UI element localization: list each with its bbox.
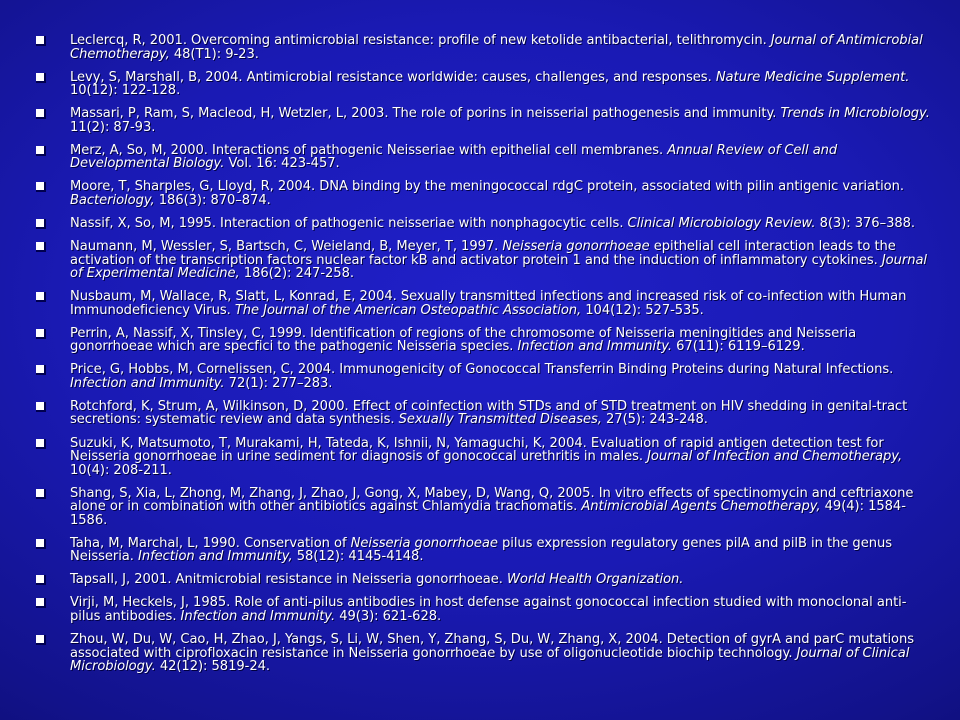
reference-details: 10(4): 208-211.	[70, 462, 172, 478]
reference-source: Infection and Immunity,	[138, 549, 293, 565]
reference-details: 42(12): 5819-24.	[155, 659, 270, 674]
square-bullet-icon	[36, 402, 46, 412]
reference-item	[36, 240, 936, 281]
reference-source: Neisseria gonorrhoeae	[350, 535, 498, 551]
reference-item	[36, 400, 936, 427]
reference-text: Virji, M, Heckels, J, 1985. Role of anti-pilus antibodies in host defense against gonococcal infection studied with monoclonal anti-pilus antibodies.	[70, 595, 907, 624]
reference-item	[36, 217, 936, 231]
reference-item	[36, 107, 936, 134]
reference-text: Shang, S, Xia, L, Zhong, M, Zhang, J, Zhao, J, Gong, X, Mabey, D, Wang, Q, 2005. In vitro effects of spectinomycin and ceftriaxone alone or in combination with other antibiotics against Chlamydia trachomatis.	[70, 485, 914, 515]
square-bullet-icon	[36, 598, 46, 608]
square-bullet-icon	[36, 242, 46, 252]
reference-source: Journal of Infection and Chemotherapy,	[647, 449, 903, 465]
reference-text: Leclercq, R, 2001. Overcoming antimicrobial resistance: profile of new ketolide antibacterial, telithromycin.	[70, 33, 771, 48]
reference-text: Price, G, Hobbs, M, Cornelissen, C, 2004. Immunogenicity of Gonococcal Transferrin Binding Proteins during Natural Infections.	[70, 362, 894, 378]
reference-source: Neisseria gonorrhoeae	[502, 239, 650, 255]
square-bullet-icon	[36, 73, 46, 83]
reference-source: The Journal of the American Osteopathic Association,	[234, 302, 582, 318]
reference-text: Nusbaum, M, Wallace, R, Slatt, L, Konrad, E, 2004. Sexually transmitted infections and increased risk of co-infection with Human Immunodeficiency Virus.	[70, 289, 907, 318]
reference-details: 8(3): 376–388.	[815, 215, 916, 231]
square-bullet-icon	[36, 219, 46, 229]
reference-item	[36, 537, 936, 564]
square-bullet-icon	[36, 539, 46, 549]
reference-text: Massari, P, Ram, S, Macleod, H, Wetzler, L, 2003. The role of porins in neisserial pathogenesis and immunity.	[70, 106, 781, 122]
reference-text: Rotchford, K, Strum, A, Wilkinson, D, 2000. Effect of coinfection with STDs and of STD treatment on HIV shedding in genital-tract secretions: systematic review and data synthesis.	[70, 398, 908, 428]
reference-source: Infection and Immunity.	[70, 375, 225, 391]
reference-text: Perrin, A, Nassif, X, Tinsley, C, 1999. Identification of regions of the chromosome of Neisseria meningitides and Neisseria gonorrhoeae which are specfici to the pathogenic Neisseria species.	[70, 325, 857, 355]
reference-text: Taha, M, Marchal, L, 1990. Conservation of	[70, 535, 351, 551]
reference-item	[36, 327, 936, 354]
reference-details: 48(T1): 9-23.	[169, 46, 259, 62]
reference-item	[36, 363, 936, 390]
reference-source: Antimicrobial Agents Chemotherapy,	[581, 499, 821, 515]
reference-details: 186(2): 247-258.	[239, 266, 354, 282]
square-bullet-icon	[36, 575, 46, 585]
square-bullet-icon	[36, 146, 46, 156]
reference-source: Bacteriology,	[70, 192, 155, 208]
reference-source: Infection and Immunity.	[180, 608, 336, 624]
square-bullet-icon	[36, 365, 46, 375]
square-bullet-icon	[36, 182, 46, 192]
reference-details: 186(3): 870–874.	[154, 192, 271, 208]
reference-details: 58(12): 4145-4148.	[292, 549, 424, 565]
reference-item	[36, 290, 936, 317]
reference-source: Journal of Experimental Medicine,	[70, 252, 928, 282]
square-bullet-icon	[36, 635, 46, 645]
square-bullet-icon	[36, 36, 46, 46]
square-bullet-icon	[36, 292, 46, 302]
square-bullet-icon	[36, 489, 46, 499]
reference-details: 104(12): 527-535.	[581, 302, 704, 318]
reference-text: Zhou, W, Du, W, Cao, H, Zhao, J, Yangs, S, Li, W, Shen, Y, Zhang, S, Du, W, Zhang, X, 2004. Detection of gyrA and parC mutations associated with ciprofloxacin resistance in Neisseria gonorrhoeae by use of oligonucleotide biochip technology.	[70, 632, 915, 661]
reference-text: Tapsall, J, 2001. Anitmicrobial resistance in Neisseria gonorrhoeae.	[70, 572, 507, 588]
reference-source: Nature Medicine Supplement.	[715, 69, 910, 85]
square-bullet-icon	[36, 439, 46, 449]
reference-details: 11(2): 87-93.	[70, 119, 156, 135]
reference-text: Merz, A, So, M, 2000. Interactions of pathogenic Neisseriae with epithelial cell membranes.	[70, 142, 668, 158]
reference-details: 10(12): 122-128.	[70, 83, 181, 99]
reference-source: Clinical Microbiology Review.	[627, 215, 816, 231]
reference-source: Trends in Microbiology.	[780, 106, 930, 122]
reference-text: Moore, T, Sharples, G, Lloyd, R, 2004. DNA binding by the meningococcal rdgC protein, associated with pilin antigenic variation.	[70, 179, 904, 195]
reference-source: World Health Organization.	[507, 572, 684, 588]
reference-details: 67(11): 6119–6129.	[672, 339, 805, 355]
reference-item	[36, 573, 936, 587]
reference-details: pilus expression regulatory genes pilA and pilB in the genus Neisseria.	[70, 535, 892, 565]
reference-item	[36, 34, 936, 61]
reference-source: Journal of Clinical Microbiology.	[70, 645, 910, 674]
reference-source: Journal of Antimicrobial Chemotherapy,	[70, 33, 923, 62]
reference-item	[36, 596, 936, 623]
reference-source: Infection and Immunity.	[517, 339, 673, 355]
reference-details: epithelial cell interaction leads to the activation of the transcription factors nuclear factor kB and activator protein 1 and the induction of inflammatory cytokines.	[70, 239, 896, 268]
reference-details: 72(1): 277–283.	[224, 375, 333, 391]
reference-item	[36, 437, 936, 478]
reference-text: Suzuki, K, Matsumoto, T, Murakami, H, Tateda, K, Ishnii, N, Yamaguchi, K, 2004. Evaluation of rapid antigen detection test for Neisseria gonorrhoeae in urine sediment for diagnosis of gonococcal urethritis in males.	[70, 435, 884, 465]
reference-details: 27(5): 243-248.	[601, 412, 708, 428]
reference-text: Levy, S, Marshall, B, 2004. Antimicrobial resistance worldwide: causes, challenges, and responses.	[70, 69, 716, 85]
reference-list	[36, 34, 936, 683]
reference-item	[36, 487, 936, 528]
reference-text: Naumann, M, Wessler, S, Bartsch, C, Weieland, B, Meyer, T, 1997.	[70, 239, 503, 255]
reference-text: Nassif, X, So, M, 1995. Interaction of pathogenic neisseriae with nonphagocytic cells.	[70, 215, 628, 231]
reference-item	[36, 633, 936, 674]
reference-source: Annual Review of Cell and Developmental Biology.	[70, 142, 838, 172]
reference-details: 49(3): 621-628.	[335, 608, 442, 624]
reference-source: Sexually Transmitted Diseases,	[398, 412, 602, 428]
reference-details: Vol. 16: 423-457.	[224, 156, 340, 172]
square-bullet-icon	[36, 329, 46, 339]
square-bullet-icon	[36, 109, 46, 119]
reference-details: 49(4): 1584-1586.	[70, 499, 906, 528]
reference-item	[36, 71, 936, 98]
reference-item	[36, 180, 936, 207]
reference-item	[36, 144, 936, 171]
